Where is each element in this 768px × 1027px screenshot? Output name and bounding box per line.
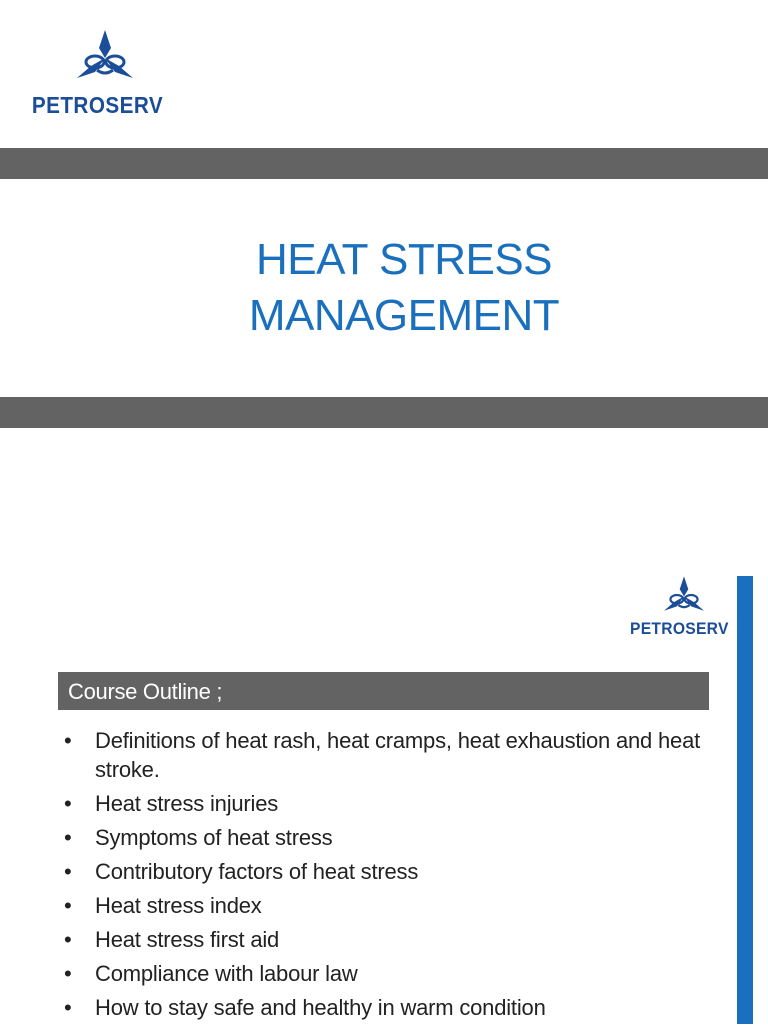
outline-header-text: Course Outline ; xyxy=(68,679,223,704)
list-item xyxy=(64,959,724,988)
title-line-1: HEAT STRESS xyxy=(255,235,553,284)
list-item xyxy=(64,993,724,1022)
list-item-text: Symptoms of heat stress xyxy=(95,825,333,850)
outline-bullet-list xyxy=(64,726,724,1027)
list-item-text: Contributory factors of heat stress xyxy=(95,859,419,884)
petroserv-trefoil-logo-icon xyxy=(73,28,137,84)
outline-header-bar xyxy=(58,672,709,710)
list-item xyxy=(64,891,724,920)
bullet-icon: • xyxy=(64,995,72,1020)
bullet-icon: • xyxy=(64,961,72,986)
list-item-text: Heat stress first aid xyxy=(95,927,280,952)
bottom-gray-band xyxy=(0,397,768,428)
list-item-text: How to stay safe and healthy in warm condition xyxy=(95,995,546,1020)
list-item-text: Definitions of heat rash, heat cramps, heat exhaustion and heat stroke. xyxy=(95,728,701,782)
logo-wordmark: PETROSERV xyxy=(630,619,729,638)
bullet-icon: • xyxy=(64,728,72,753)
logo-wordmark: PETROSERV xyxy=(31,92,164,118)
list-item xyxy=(64,857,724,886)
list-item-text: Compliance with labour law xyxy=(95,961,358,986)
list-item xyxy=(64,789,724,818)
bullet-icon: • xyxy=(64,893,72,918)
petroserv-trefoil-logo-icon xyxy=(661,575,707,615)
petroserv-logo-small xyxy=(628,572,738,642)
list-item-text: Heat stress index xyxy=(95,893,262,918)
bullet-icon: • xyxy=(64,825,72,850)
list-item xyxy=(64,925,724,954)
bullet-icon: • xyxy=(64,859,72,884)
list-item xyxy=(64,726,724,784)
title-line-2: MANAGEMENT xyxy=(248,291,560,340)
bullet-icon: • xyxy=(64,927,72,952)
list-item-text: Heat stress injuries xyxy=(95,791,279,816)
list-item xyxy=(64,823,724,852)
course-outline-slide xyxy=(0,520,768,1024)
right-accent-bar xyxy=(737,576,753,1024)
slide-title xyxy=(0,232,768,344)
petroserv-logo xyxy=(30,28,180,123)
bullet-icon: • xyxy=(64,791,72,816)
top-gray-band xyxy=(0,148,768,179)
